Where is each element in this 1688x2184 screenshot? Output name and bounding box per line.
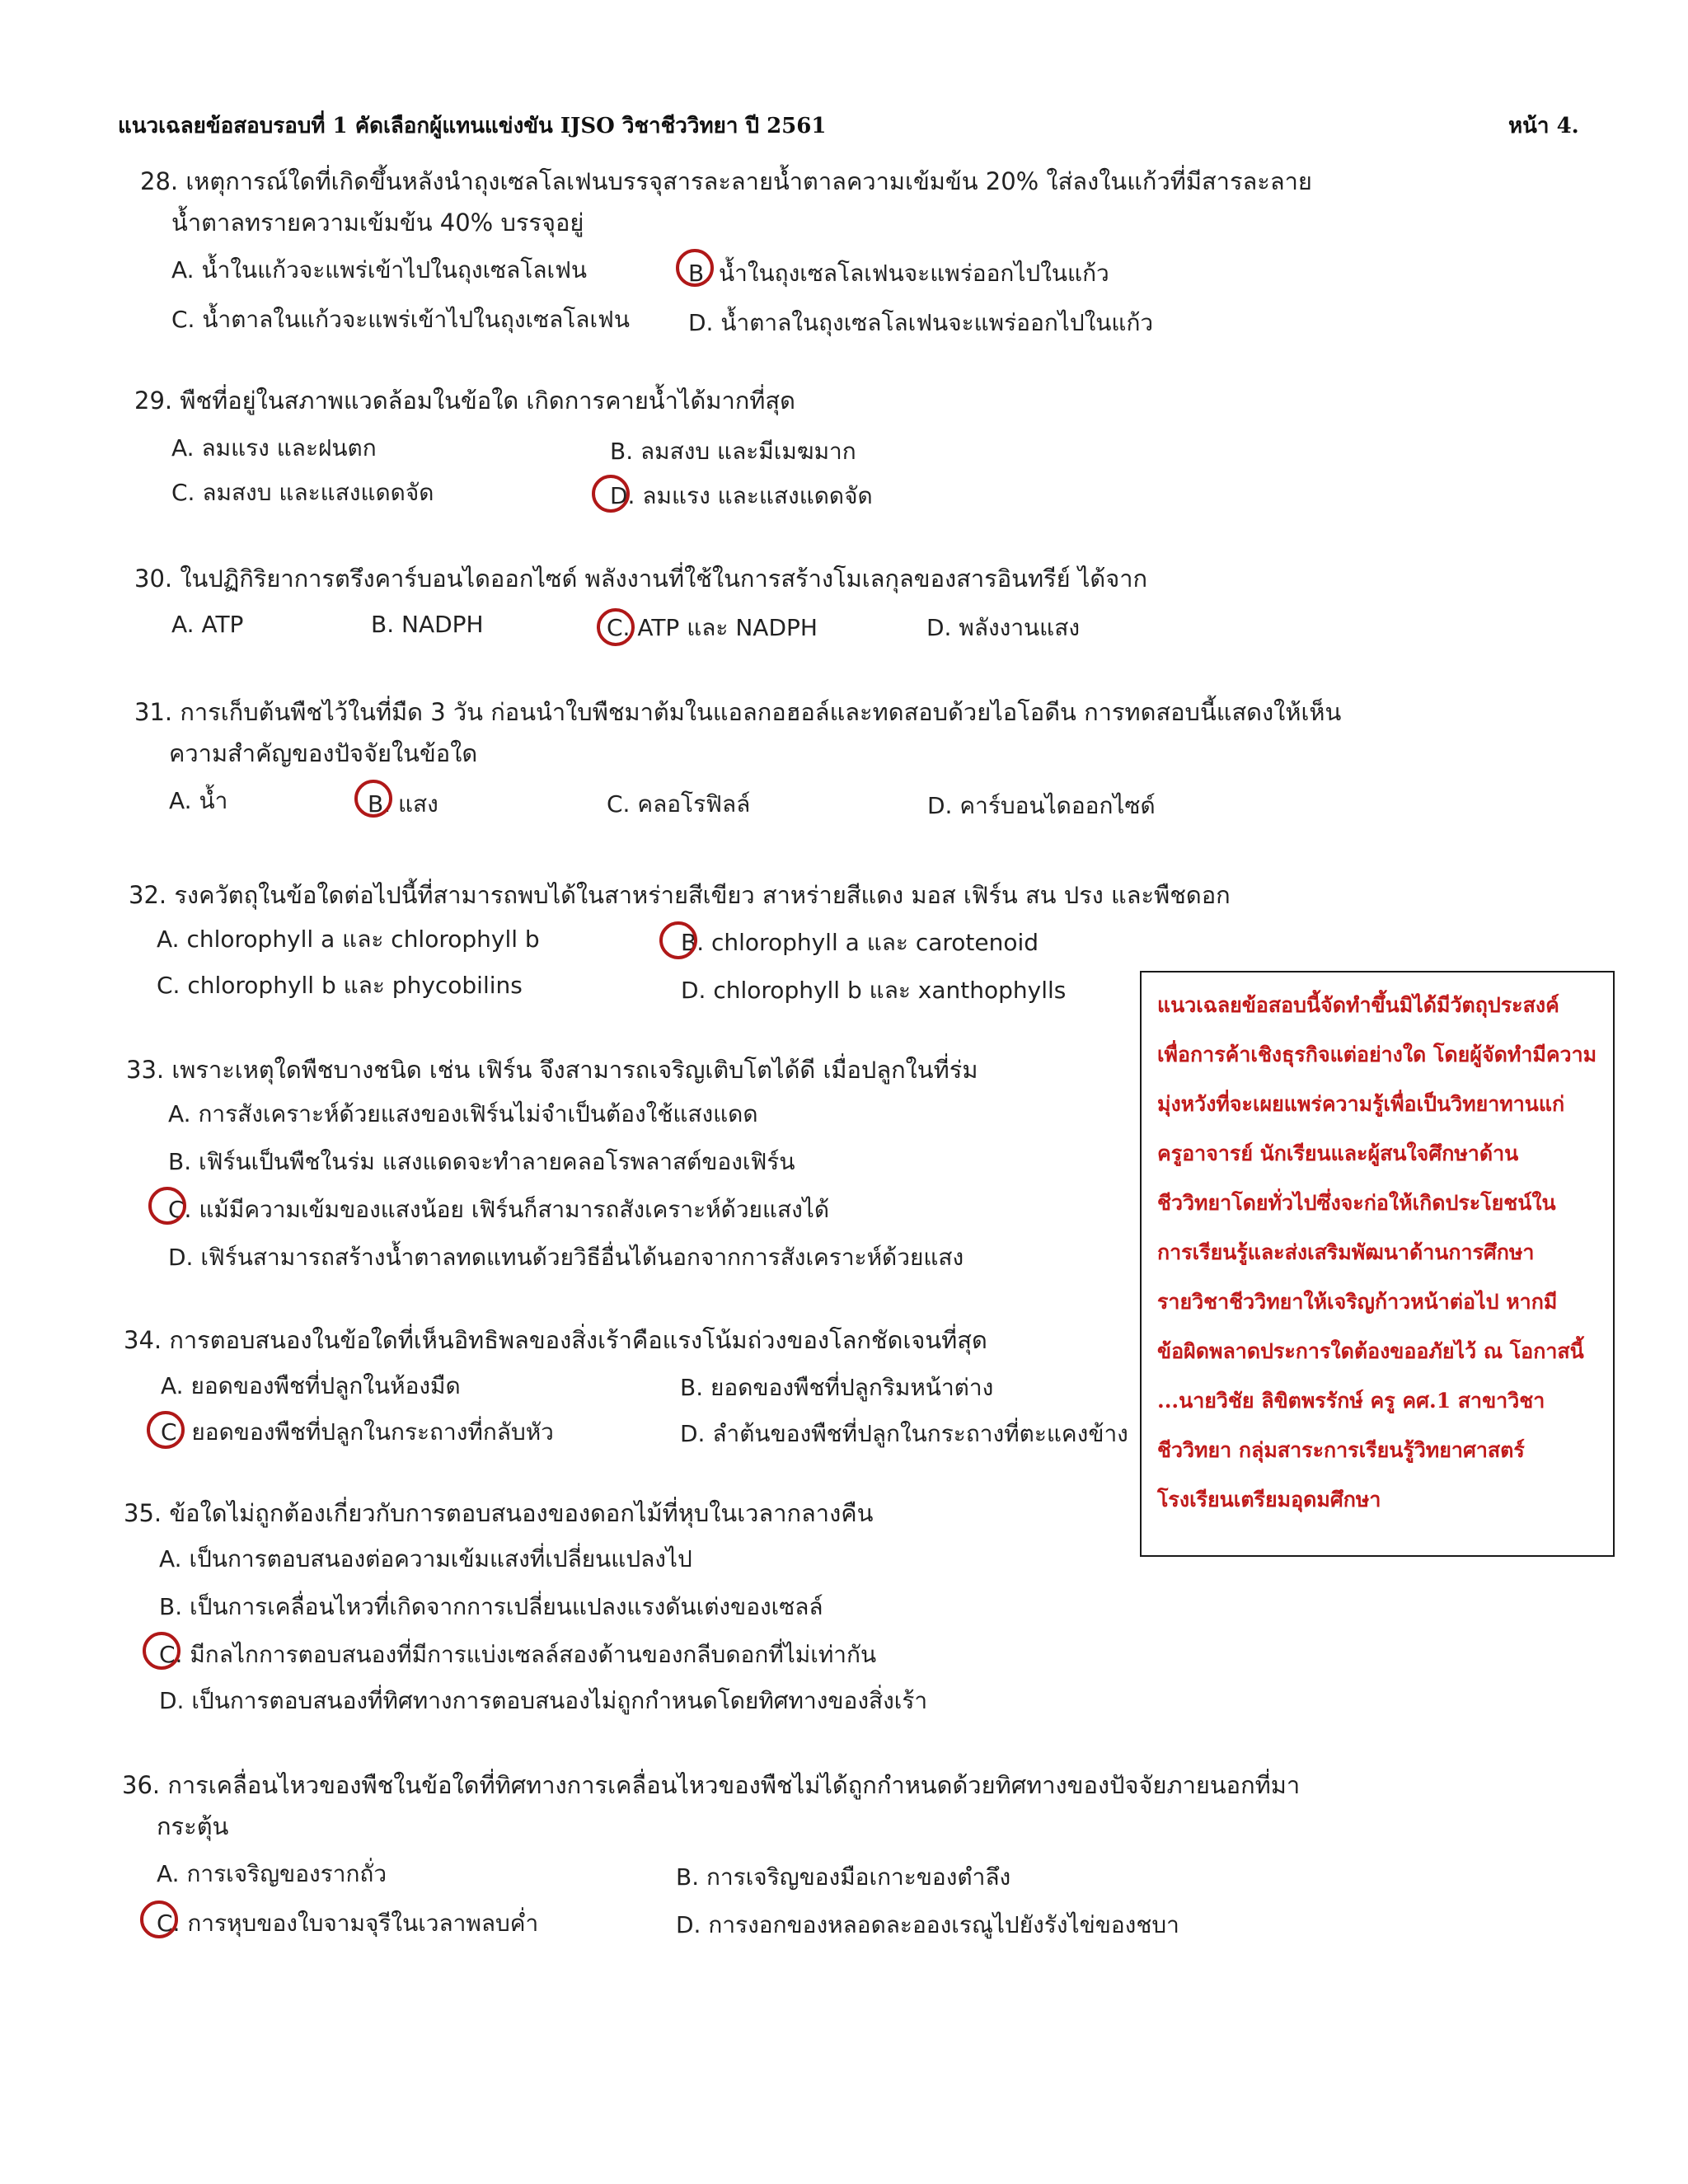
question-32-option-a: A. chlorophyll a และ chlorophyll b: [157, 926, 540, 953]
question-33-option-d: D. เฟิร์นสามารถสร้างน้ำตาลทดแทนด้วยวิธีอื่นได้นอกจากการสังเคราะห์ด้วยแสง: [168, 1244, 964, 1271]
question-28-option-c: C. น้ำตาลในแก้วจะแพร่เข้าไปในถุงเซลโลเฟน: [171, 306, 630, 333]
question-32-stem: 32. รงควัตถุในข้อใดต่อไปนี้ที่สามารถพบได้ในสาหร่ายสีเขียว สาหร่ายสีแดง มอส เฟิร์น สน ปรง และพืชดอก: [129, 881, 1231, 909]
question-35-stem: 35. ข้อใดไม่ถูกต้องเกี่ยวกับการตอบสนองของดอกไม้ที่หุบในเวลากลางคืน: [124, 1499, 874, 1527]
question-33-stem: 33. เพราะเหตุใดพืชบางชนิด เช่น เฟิร์น จึงสามารถเจริญเติบโตได้ดี เมื่อปลูกในที่ร่ม: [126, 1056, 978, 1084]
disclaimer-line: มุ่งหวังที่จะเผยแพร่ความรู้เพื่อเป็นวิทยาทานแก่: [1157, 1092, 1565, 1116]
question-29-option-c: C. ลมสงบ และแสงแดดจัด: [171, 479, 434, 506]
question-35-option-c: C. มีกลไกการตอบสนองที่มีการแบ่งเซลล์สองด้านของกลีบดอกที่ไม่เท่ากัน: [159, 1641, 877, 1668]
question-35-option-d: D. เป็นการตอบสนองที่ทิศทางการตอบสนองไม่ถูกกำหนดโดยทิศทางของสิ่งเร้า: [159, 1687, 928, 1714]
question-36-stem-line-2: กระตุ้น: [157, 1812, 229, 1840]
question-36-option-d: D. การงอกของหลอดละอองเรณูไปยังรังไข่ของชบา: [676, 1911, 1179, 1938]
question-34-option-b: B. ยอดของพืชที่ปลูกริมหน้าต่าง: [680, 1374, 994, 1401]
question-33-option-c: C. แม้มีความเข้มของแสงน้อย เฟิร์นก็สามารถสังเคราะห์ด้วยแสงได้: [168, 1196, 830, 1223]
disclaimer-line: ครูอาจารย์ นักเรียนและผู้สนใจศึกษาด้าน: [1157, 1141, 1519, 1165]
question-29-option-b: B. ลมสงบ และมีเมฆมาก: [610, 438, 856, 465]
question-31-stem-line-1: 31. การเก็บต้นพืชไว้ในที่มืด 3 วัน ก่อนนำใบพืชมาต้มในแอลกอฮอล์และทดสอบด้วยไอโอดีน การทดสอบนี้แสดงให้เห็น: [134, 698, 1342, 726]
question-29-stem: 29. พืชที่อยู่ในสภาพแวดล้อมในข้อใด เกิดการคายน้ำได้มากที่สุด: [134, 387, 795, 415]
question-28-option-a: A. น้ำในแก้วจะแพร่เข้าไปในถุงเซลโลเฟน: [171, 256, 588, 284]
question-35-option-b: B. เป็นการเคลื่อนไหวที่เกิดจากการเปลี่ยนแปลงแรงดันเต่งของเซลล์: [159, 1593, 823, 1620]
question-30-option-a: A. ATP: [171, 611, 244, 638]
disclaimer-line: ชีววิทยาโดยทั่วไปซึ่งจะก่อให้เกิดประโยชน์ใน: [1157, 1191, 1556, 1215]
question-31-option-d: D. คาร์บอนไดออกไซด์: [927, 792, 1156, 819]
answer-circle-33: [148, 1187, 186, 1225]
disclaimer-line: ชีววิทยา กลุ่มสาระการเรียนรู้วิทยาศาสตร์: [1157, 1438, 1525, 1462]
question-34-option-d: D. ลำต้นของพืชที่ปลูกในกระถางที่ตะแคงข้าง: [680, 1420, 1128, 1447]
question-36-option-b: B. การเจริญของมือเกาะของตำลึง: [676, 1863, 1011, 1891]
question-36-stem-line-1: 36. การเคลื่อนไหวของพืชในข้อใดที่ทิศทางการเคลื่อนไหวของพืชไม่ได้ถูกกำหนดด้วยทิศทางของปัจจัยภายนอกที่มา: [122, 1771, 1301, 1799]
question-32-option-b: B. chlorophyll a และ carotenoid: [681, 929, 1039, 956]
disclaimer-line: รายวิชาชีววิทยาให้เจริญก้าวหน้าต่อไป หากมี: [1157, 1290, 1558, 1314]
question-35-option-a: A. เป็นการตอบสนองต่อความเข้มแสงที่เปลี่ยนแปลงไป: [159, 1545, 692, 1572]
question-28-stem-line-1: 28. เหตุการณ์ใดที่เกิดขึ้นหลังนำถุงเซลโลเฟนบรรจุสารละลายน้ำตาลความเข้มข้น 20% ใส่ลงในแก้วที่มีสารละลาย: [140, 167, 1312, 195]
question-30-stem: 30. ในปฏิกิริยาการตรึงคาร์บอนไดออกไซด์ พลังงานที่ใช้ในการสร้างโมเลกุลของสารอินทรีย์ ได้จาก: [134, 565, 1148, 593]
answer-circle-32: [659, 921, 697, 959]
disclaimer-line: เพื่อการค้าเชิงธุรกิจแต่อย่างใด โดยผู้จัดทำมีความ: [1157, 1043, 1597, 1066]
question-34-stem: 34. การตอบสนองในข้อใดที่เห็นอิทธิพลของสิ่งเร้าคือแรงโน้มถ่วงของโลกชัดเจนที่สุด: [124, 1326, 987, 1354]
disclaimer-line: ข้อผิดพลาดประการใดต้องขออภัยไว้ ณ โอกาสนี้: [1157, 1339, 1584, 1363]
page-number: หน้า 4.: [1508, 114, 1579, 138]
question-34-option-c: C. ยอดของพืชที่ปลูกในกระถางที่กลับหัว: [161, 1418, 554, 1446]
question-29-option-d: D. ลมแรง และแสงแดดจัด: [610, 482, 873, 509]
disclaimer-line: แนวเฉลยข้อสอบนี้จัดทำขึ้นมิได้มีวัตถุประสงค์: [1157, 993, 1559, 1017]
question-36-option-a: A. การเจริญของรากถั่ว: [157, 1860, 387, 1887]
answer-circle-29: [592, 475, 630, 513]
question-34-option-a: A. ยอดของพืชที่ปลูกในห้องมืด: [161, 1372, 461, 1399]
page-header-title: แนวเฉลยข้อสอบรอบที่ 1 คัดเลือกผู้แทนแข่งขัน IJSO วิชาชีววิทยา ปี 2561: [118, 114, 827, 138]
question-30-option-c: C. ATP และ NADPH: [607, 614, 818, 641]
question-28-stem-line-2: น้ำตาลทรายความเข้มข้น 40% บรรจุอยู่: [171, 209, 584, 237]
question-32-option-d: D. chlorophyll b และ xanthophylls: [681, 977, 1067, 1004]
question-31-option-b: B. แสง: [368, 790, 438, 818]
question-32-option-c: C. chlorophyll b และ phycobilins: [157, 972, 523, 999]
question-33-option-b: B. เฟิร์นเป็นพืชในร่ม แสงแดดจะทำลายคลอโรพลาสต์ของเฟิร์น: [168, 1148, 795, 1175]
disclaimer-line: โรงเรียนเตรียมอุดมศึกษา: [1157, 1488, 1381, 1511]
disclaimer-line: การเรียนรู้และส่งเสริมพัฒนาด้านการศึกษา: [1157, 1240, 1535, 1264]
question-30-option-d: D. พลังงานแสง: [926, 614, 1080, 641]
answer-circle-31: [354, 780, 392, 818]
disclaimer-line: ...นายวิชัย ลิขิตพรรักษ์ ครู คศ.1 สาขาวิชา: [1157, 1389, 1545, 1413]
answer-circle-28: [676, 249, 714, 287]
question-28-option-b: B. น้ำในถุงเซลโลเฟนจะแพร่ออกไปในแก้ว: [688, 260, 1109, 287]
answer-circle-30: [597, 608, 635, 646]
question-33-option-a: A. การสังเคราะห์ด้วยแสงของเฟิร์นไม่จำเป็นต้องใช้แสงแดด: [168, 1100, 758, 1127]
question-36-option-c: C. การหุบของใบจามจุรีในเวลาพลบค่ำ: [157, 1910, 539, 1937]
question-31-option-a: A. น้ำ: [169, 787, 228, 814]
answer-circle-35: [143, 1632, 181, 1670]
answer-circle-34: [147, 1411, 185, 1449]
question-29-option-a: A. ลมแรง และฝนตก: [171, 434, 377, 462]
answer-circle-36: [140, 1900, 178, 1938]
question-31-stem-line-2: ความสำคัญของปัจจัยในข้อใด: [169, 739, 478, 767]
question-28-option-d: D. น้ำตาลในถุงเซลโลเฟนจะแพร่ออกไปในแก้ว: [688, 309, 1154, 336]
question-31-option-c: C. คลอโรฟิลล์: [607, 790, 751, 818]
question-30-option-b: B. NADPH: [371, 611, 484, 638]
